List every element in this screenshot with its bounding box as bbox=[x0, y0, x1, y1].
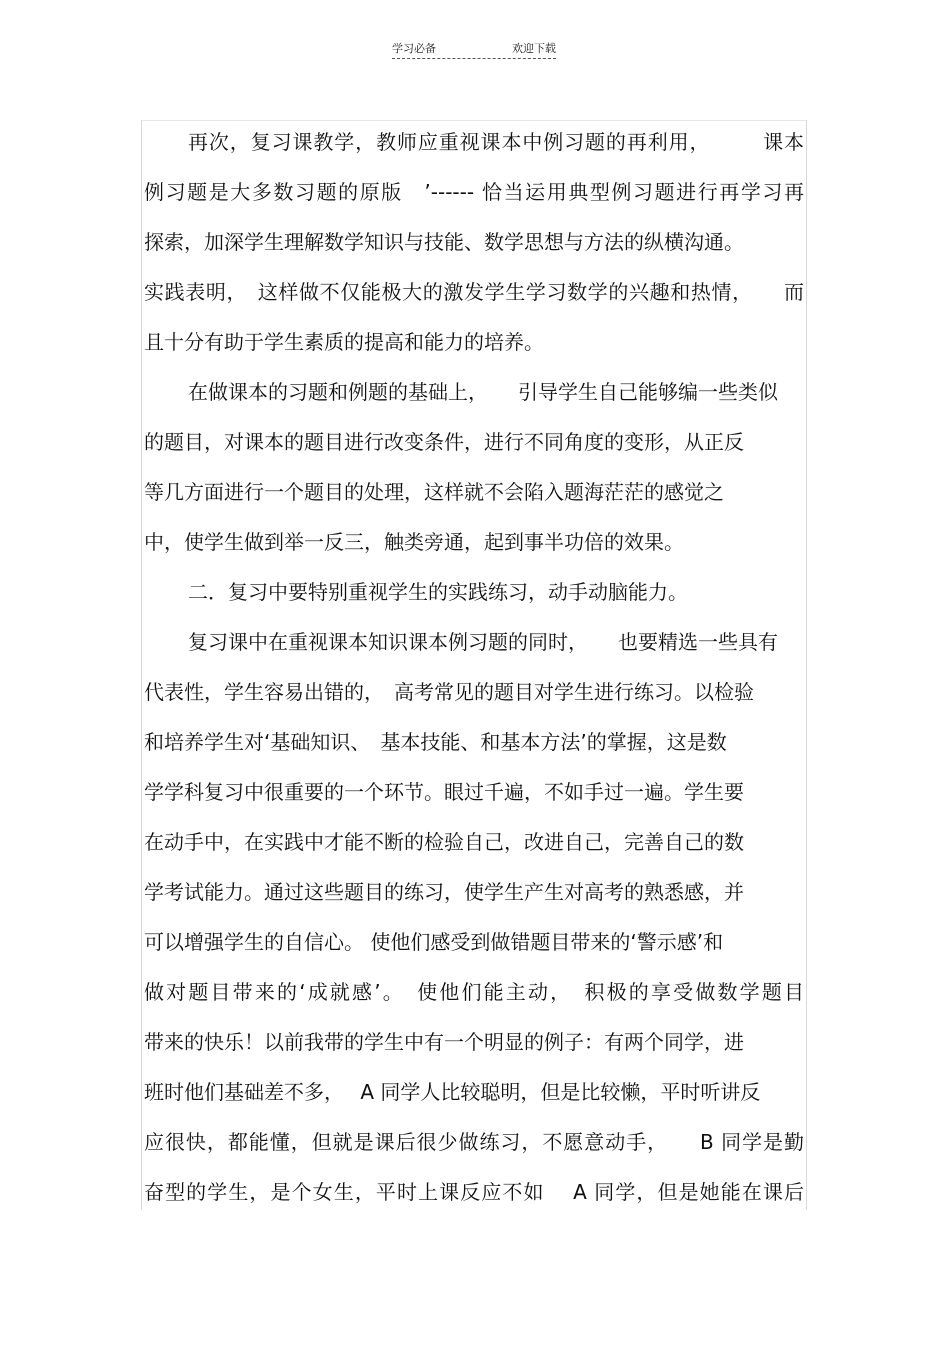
text-line: 例习题是大多数习题的原版 ’------ 恰当运用典型例习题进行再学习再 bbox=[144, 180, 804, 204]
text-line: 中，使学生做到举一反三，触类旁通，起到事半功倍的效果。 bbox=[144, 530, 684, 554]
text-line: 且十分有助于学生素质的提高和能力的培养。 bbox=[144, 330, 544, 354]
text-line: 的题目，对课本的题目进行改变条件，进行不同角度的变形，从正反 bbox=[144, 430, 744, 454]
page-header bbox=[392, 40, 556, 59]
text-line: 实践表明， 这样做不仅能极大的激发学生学习数学的兴趣和热情， 而 bbox=[144, 280, 804, 304]
text-line: 在动手中，在实践中才能不断的检验自己，改进自己，完善自己的数 bbox=[144, 830, 744, 854]
text-line: 班时他们基础差不多， A 同学人比较聪明，但是比较懒，平时听讲反 bbox=[144, 1080, 761, 1104]
text-line: 应很快，都能懂，但就是课后很少做练习，不愿意动手， B 同学是勤 bbox=[144, 1130, 804, 1154]
section-heading: 二．复习中要特别重视学生的实践练习，动手动脑能力。 bbox=[188, 580, 688, 604]
text-line: 奋型的学生，是个女生，平时上课反应不如 A 同学，但是她能在课后 bbox=[144, 1180, 804, 1204]
text-line: 带来的快乐！以前我带的学生中有一个明显的例子：有两个同学，进 bbox=[144, 1030, 744, 1054]
text-line: 再次，复习课教学，教师应重视课本中例习题的再利用， 课本 bbox=[188, 130, 804, 154]
header-left-text: 学习必备 bbox=[392, 42, 436, 55]
text-line: 等几方面进行一个题目的处理，这样就不会陷入题海茫茫的感觉之 bbox=[144, 480, 724, 504]
text-line: 在做课本的习题和例题的基础上， 引导学生自己能够编一些类似 bbox=[188, 380, 778, 404]
text-line: 学考试能力。通过这些题目的练习，使学生产生对高考的熟悉感，并 bbox=[144, 880, 744, 904]
frame-top-border bbox=[141, 120, 807, 121]
text-line: 探索，加深学生理解数学知识与技能、数学思想与方法的纵横沟通。 bbox=[144, 230, 744, 254]
text-line: 可以增强学生的自信心。 使他们感受到做错题目带来的‘警示感’和 bbox=[144, 930, 724, 954]
document-body bbox=[144, 124, 804, 1224]
text-line: 学学科复习中很重要的一个环节。眼过千遍，不如手过一遍。学生要 bbox=[144, 780, 744, 804]
text-line: 代表性，学生容易出错的， 高考常见的题目对学生进行练习。以检验 bbox=[144, 680, 754, 704]
text-line: 复习课中在重视课本知识课本例习题的同时， 也要精选一些具有 bbox=[188, 630, 778, 654]
frame-right-border bbox=[806, 120, 807, 1210]
frame-left-border bbox=[141, 120, 142, 1210]
text-line: 和培养学生对‘基础知识、 基本技能、和基本方法’的掌握，这是数 bbox=[144, 730, 727, 754]
text-line: 做对题目带来的‘成就感’。 使他们能主动， 积极的享受做数学题目 bbox=[144, 980, 804, 1004]
header-right-text: 欢迎下载 bbox=[512, 42, 556, 55]
